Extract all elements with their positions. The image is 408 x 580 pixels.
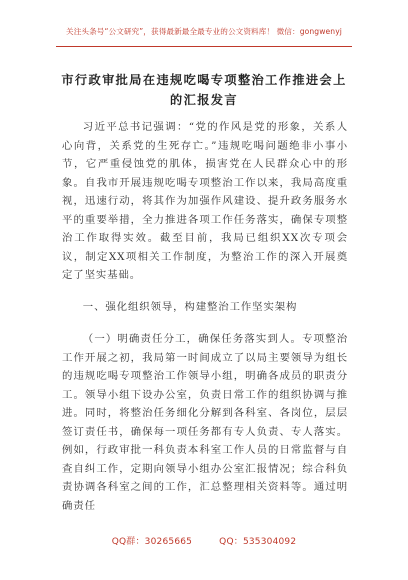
header-banner: 关注头条号“公文研究”，获得最新最全最专业的公文资料库！ 微信：gongwenyj (66, 27, 342, 36)
footer-qq: QQ：535304092 (219, 537, 297, 547)
body-paragraph: （一）明确责任分工，确保任务落实到人。专项整治工作开展之初，我局第一时间成立了以局主要领导为组长的违规吃喝专项整治工作领导小组，明确各成员的职责分工。领导小组下设办公室，负责日常工作的组织协调与推进。同时，将整治任务细化分解到各科室、各岗位，层层签订责任书，确保每一项任务都有专人负责、专人落实。例如，行政审批一科负责本科室工作人员的日常监督与自查自纠工作，定期向领导小组办公室汇报情况；综合科负责协调各科室之间的工作，汇总整理相关资料等。通过明确责任 (62, 333, 348, 512)
footer-contact (0, 534, 408, 547)
section-heading: 一、强化组织领导，构建整治工作坚实架构 (82, 301, 298, 313)
body-paragraph: 习近平总书记强调：“党的作风是党的形象，关系人心向背，关系党的生死存亡。”违规吃喝问题绝非小事小节，它严重侵蚀党的肌体，损害党在人民群众心中的形象。自我市开展违规吃喝专项整治工作以来，我局高度重视，迅速行动，将其作为加强作风建设、提升政务服务水平的重要举措，全力推进各项工作任务落实，确保专项整治工作取得实效。截至目前，我局已组织XX次专项会议，制定XX项相关工作制度，为整治工作的深入开展奠定了坚实基础。 (62, 121, 348, 281)
document-title: 市行政审批局在违规吃喝专项整治工作推进会上的汇报发言 (61, 73, 347, 107)
footer-qq-group: QQ群：30265665 (111, 537, 193, 547)
header-divider (56, 46, 352, 47)
